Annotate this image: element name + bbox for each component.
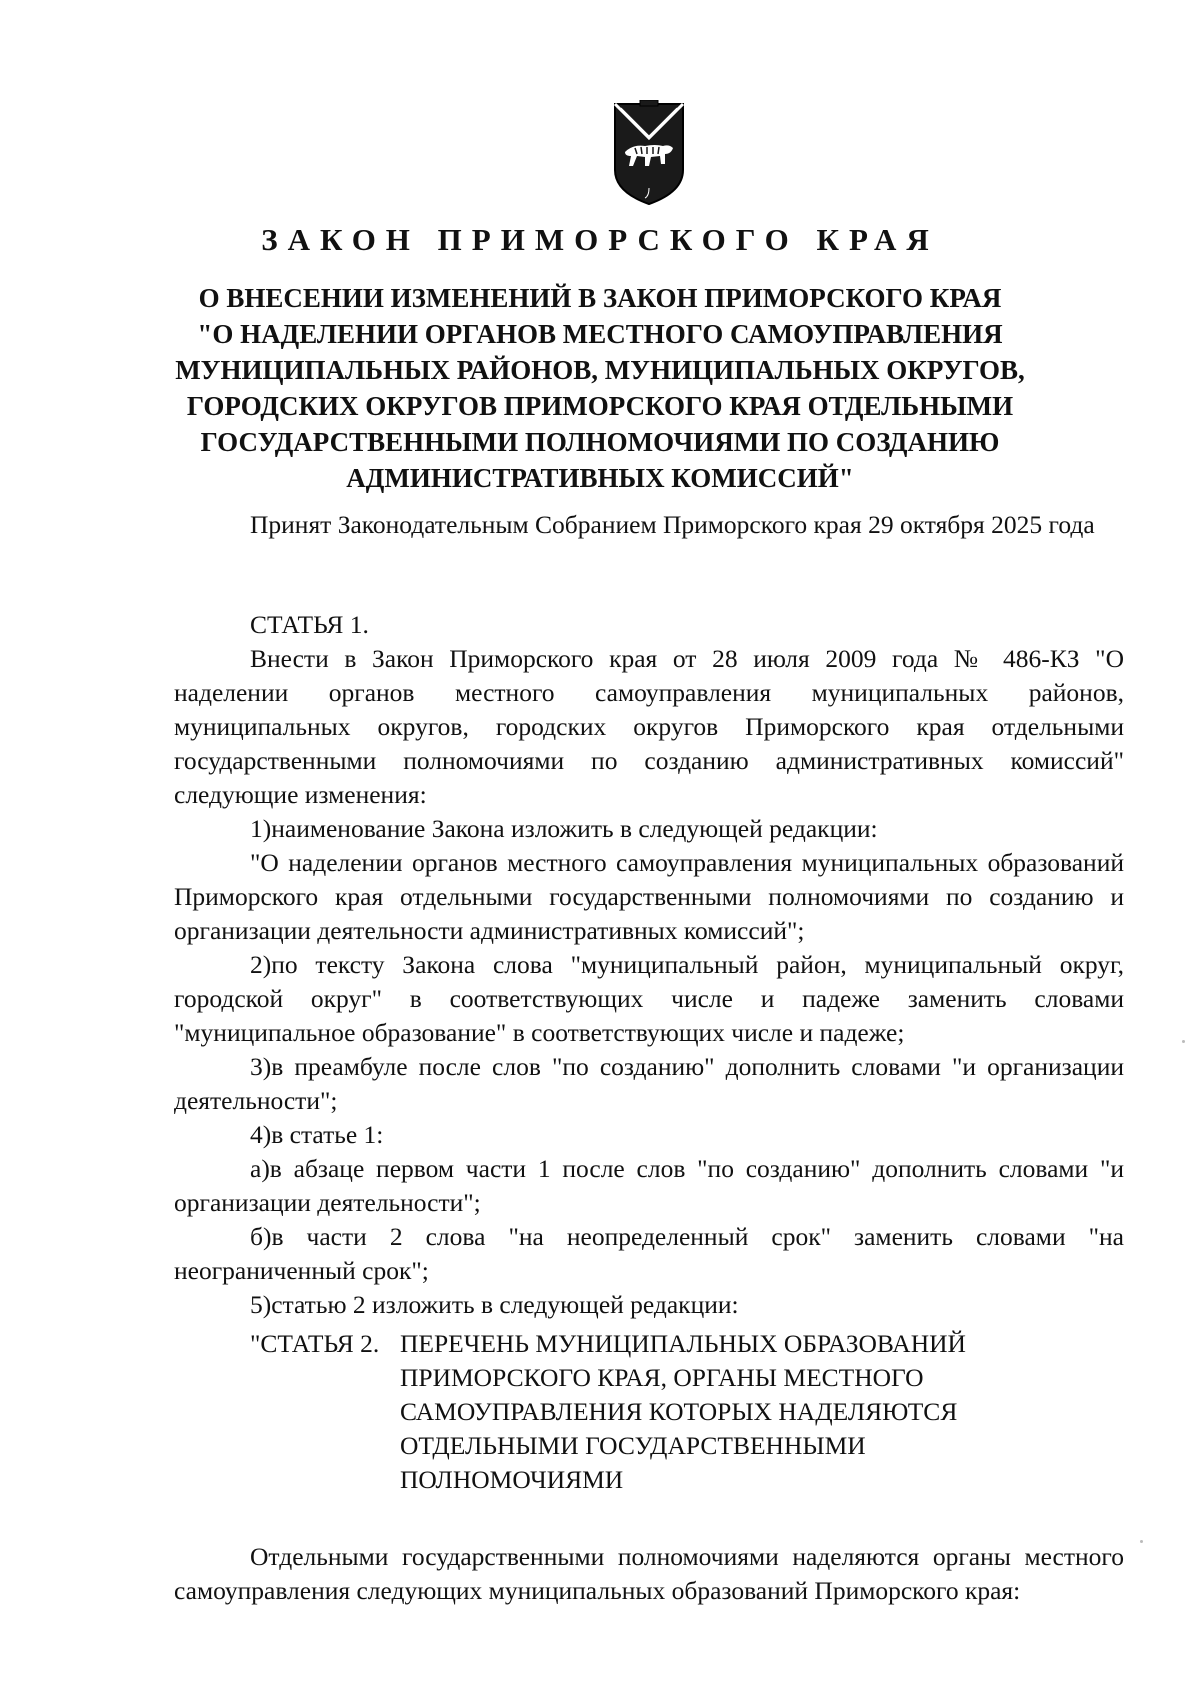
amendment-item: 5)статью 2 изложить в следующей редакции: [250, 1290, 739, 1319]
law-subtitle [150, 280, 1050, 496]
article-2-body: Отдельными государственными полномочиями наделяются органы местного самоуправления следующих муниципальных образований Приморского края: [174, 1542, 1124, 1605]
article-1-intro: Внести в Закон Приморского края от 28 июля 2009 года № 486-КЗ "О наделении органов местного самоуправления муниципальных районов, муниципальных округов, городских округов Приморского края отдельными государственными полномочиями по созданию административных комиссий" следующие изменения: [174, 644, 1124, 809]
subtitle-line: О ВНЕСЕНИИ ИЗМЕНЕНИЙ В ЗАКОН ПРИМОРСКОГО КРАЯ [198, 283, 1002, 313]
article-2-heading [250, 1327, 1050, 1497]
article-2-title [400, 1327, 1040, 1497]
subtitle-line: МУНИЦИПАЛЬНЫХ РАЙОНОВ, МУНИЦИПАЛЬНЫХ ОКРУГОВ, [175, 355, 1025, 385]
article-2-title-line: ПЕРЕЧЕНЬ МУНИЦИПАЛЬНЫХ ОБРАЗОВАНИЙ [400, 1329, 966, 1358]
article-1-heading: СТАТЬЯ 1. [250, 610, 369, 639]
article-2-title-line: ПРИМОРСКОГО КРАЯ, ОРГАНЫ МЕСТНОГО [400, 1363, 924, 1392]
scan-speck [1140, 1540, 1143, 1543]
subtitle-line: ГОСУДАРСТВЕННЫМИ ПОЛНОМОЧИЯМИ ПО СОЗДАНИЮ [200, 427, 1000, 457]
article-2-title-line: ОТДЕЛЬНЫМИ ГОСУДАРСТВЕННЫМИ [400, 1431, 866, 1460]
amendment-item: 2)по тексту Закона слова "муниципальный район, муниципальный округ, городской округ" в соответствующих числе и падеже заменить словами "муниципальное образование" в соответствующих числе и падеже; [174, 950, 1124, 1047]
subtitle-line: ГОРОДСКИХ ОКРУГОВ ПРИМОРСКОГО КРАЯ ОТДЕЛЬНЫМИ [186, 391, 1014, 421]
article-2-title-line: ПОЛНОМОЧИЯМИ [400, 1465, 624, 1494]
article-2-title-line: САМОУПРАВЛЕНИЯ КОТОРЫХ НАДЕЛЯЮТСЯ [400, 1397, 958, 1426]
amendment-item: "О наделении органов местного самоуправления муниципальных образований Приморского края отдельными государственными полномочиями по созданию и организации деятельности административных комиссий"; [174, 848, 1124, 945]
amendment-item: б)в части 2 слова "на неопределенный срок" заменить словами "на неограниченный срок"; [174, 1222, 1124, 1285]
amendment-item: 3)в преамбуле после слов "по созданию" дополнить словами "и организации деятельности"; [174, 1052, 1124, 1115]
subtitle-line: "О НАДЕЛЕНИИ ОРГАНОВ МЕСТНОГО САМОУПРАВЛЕНИЯ [197, 319, 1003, 349]
article-1 [174, 608, 1124, 1322]
coat-of-arms-emblem [611, 100, 687, 206]
amendment-item: 4)в статье 1: [250, 1120, 384, 1149]
amendment-item: 1)наименование Закона изложить в следующей редакции: [250, 814, 878, 843]
amendment-item: а)в абзаце первом части 1 после слов "по созданию" дополнить словами "и организации деятельности"; [174, 1154, 1124, 1217]
adoption-statement: Принят Законодательным Собранием Приморского края 29 октября 2025 года [250, 510, 1095, 539]
subtitle-line: АДМИНИСТРАТИВНЫХ КОМИССИЙ" [346, 463, 854, 493]
article-2-label: "СТАТЬЯ 2. [250, 1329, 380, 1358]
scan-speck [1182, 1040, 1185, 1043]
law-title: ЗАКОН ПРИМОРСКОГО КРАЯ [261, 222, 939, 257]
